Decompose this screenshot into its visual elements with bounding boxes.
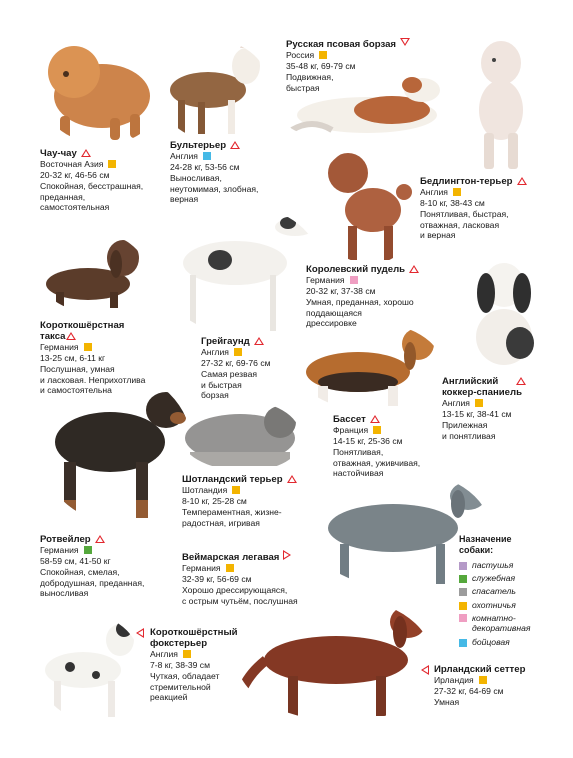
origin: Англия	[442, 398, 470, 408]
breed-name: Ротвейлер	[40, 534, 91, 545]
fighting-color-square	[203, 152, 211, 160]
dachshund-photo	[38, 232, 146, 312]
entry-fox-terrier	[150, 627, 270, 703]
description: Спокойная, смелая, добродушная, преданная, выносливая	[40, 567, 145, 599]
breed-name: Ирландский сеттер	[434, 664, 526, 675]
greyhound-photo	[160, 205, 322, 335]
hunting-color-square	[459, 602, 467, 610]
hunting-color-square	[84, 343, 92, 351]
companion-color-square	[459, 614, 467, 622]
stats: 8-10 кг, 25-28 см	[182, 495, 247, 506]
entry-weimaraner	[182, 550, 322, 606]
triangle-up-icon	[66, 332, 76, 340]
stats: 14-15 кг, 25-36 см	[333, 435, 403, 446]
entry-basset	[333, 414, 443, 479]
cocker-spaniel-photo	[458, 255, 550, 370]
breed-name: Русская псовая борзая	[286, 39, 397, 50]
origin: Англия	[420, 187, 448, 197]
entry-dachshund	[40, 320, 180, 396]
triangle-up-icon	[95, 535, 105, 543]
breed-name: Веймарская легавая	[182, 552, 280, 563]
hunting-color-square	[226, 564, 234, 572]
service-color-square	[459, 575, 467, 583]
description: Послушная, умная и ласковая. Неприхотлива и самостоятельна	[40, 364, 146, 396]
triangle-up-icon	[517, 177, 527, 185]
triangle-up-icon	[370, 415, 380, 423]
triangle-right-icon	[283, 550, 291, 560]
rescue-color-square	[459, 588, 467, 596]
chow-chow-photo	[40, 38, 158, 143]
description: Чуткая, обладает стремительной реакцией	[150, 671, 220, 703]
stats: 20-32 кг, 46-56 см	[40, 169, 110, 180]
origin: Германия	[40, 545, 79, 555]
triangle-up-icon	[287, 475, 297, 483]
entry-poodle	[306, 264, 456, 329]
stats: 58-59 см, 41-50 кг	[40, 555, 111, 566]
triangle-left-icon	[421, 665, 429, 675]
legend-item-fighting	[459, 636, 530, 649]
legend-label: охотничья	[472, 599, 516, 610]
description: Понятливая, отважная, уживчивая, настойчивая	[333, 447, 421, 479]
origin: Россия	[286, 50, 315, 60]
description: Самая резвая и быстрая борзая	[201, 369, 258, 401]
breed-name: Короткошёрстный фокстерьер	[150, 627, 238, 649]
breed-name: Бедлингтон-терьер	[420, 176, 513, 187]
stats: 27-32 кг, 69-76 см	[201, 357, 271, 368]
basset-hound-photo	[296, 322, 442, 410]
description: Темпераментная, жизне- радостная, игривая	[182, 507, 282, 528]
service-color-square	[84, 546, 92, 554]
breed-name: Шотландский терьер	[182, 474, 283, 485]
hunting-color-square	[453, 188, 461, 196]
entry-borzoi	[286, 38, 446, 93]
entry-bull-terrier	[170, 140, 280, 205]
bedlington-terrier-photo	[456, 38, 546, 173]
origin: Шотландия	[182, 485, 228, 495]
legend-item-hunting	[459, 599, 530, 612]
stats: 8-10 кг, 38-43 см	[420, 197, 485, 208]
bull-terrier-photo	[158, 40, 270, 140]
legend-title: Назначение собаки:	[459, 534, 512, 555]
stats: 27-32 кг, 64-69 см	[434, 685, 504, 696]
companion-color-square	[350, 276, 358, 284]
hunting-color-square	[479, 676, 487, 684]
legend-label: спасатель	[472, 586, 516, 597]
breed-name: Бассет	[333, 414, 366, 425]
origin: Германия	[182, 563, 221, 573]
entry-cocker-spaniel	[442, 376, 562, 441]
breed-name: Бультерьер	[170, 140, 227, 151]
breed-name: Короткошёрстная такса	[40, 320, 125, 342]
description: Спокойная, бесстрашная, преданная, самостоятельная	[40, 181, 144, 213]
breed-name: Грейгаунд	[201, 336, 250, 347]
hunting-color-square	[373, 426, 381, 434]
triangle-up-icon	[409, 265, 419, 273]
legend-item-companion	[459, 613, 530, 634]
origin: Англия	[201, 347, 229, 357]
origin: Англия	[150, 649, 178, 659]
origin: Франция	[333, 425, 369, 435]
origin: Ирландия	[434, 675, 474, 685]
stats: 20-32 кг, 37-38 см	[306, 285, 376, 296]
triangle-down-icon	[400, 38, 410, 46]
stats: 13-15 кг, 38-41 см	[442, 408, 512, 419]
purpose-legend	[459, 534, 530, 649]
herding-color-square	[459, 562, 467, 570]
triangle-up-icon	[81, 149, 91, 157]
origin: Англия	[170, 151, 198, 161]
skye-terrier-photo	[180, 400, 300, 470]
hunting-color-square	[475, 399, 483, 407]
breed-name: Английский коккер-спаниель	[442, 376, 523, 398]
entry-greyhound	[201, 336, 311, 401]
origin: Германия	[306, 275, 345, 285]
entry-rottweiler	[40, 534, 180, 599]
triangle-left-icon	[136, 628, 144, 638]
stats: 24-28 кг, 53-56 см	[170, 161, 240, 172]
description: Прилежная и понятливая	[442, 420, 496, 441]
hunting-color-square	[319, 51, 327, 59]
description: Умная, преданная, хорошо поддающаяся дрессировке	[306, 297, 414, 329]
stats: 7-8 кг, 38-39 см	[150, 659, 211, 670]
hunting-color-square	[232, 486, 240, 494]
fighting-color-square	[459, 639, 467, 647]
legend-item-herding	[459, 559, 530, 572]
description: Подвижная, быстрая	[286, 72, 334, 93]
triangle-up-icon	[254, 337, 264, 345]
breed-name: Чау-чау	[40, 148, 77, 159]
hunting-color-square	[183, 650, 191, 658]
description: Выносливая, неутомимая, злобная, верная	[170, 173, 259, 205]
stats: 32-39 кг, 56-69 см	[182, 573, 252, 584]
origin: Восточная Азия	[40, 159, 104, 169]
description: Понятливая, быстрая, отважная, ласковая и верная	[420, 209, 509, 241]
legend-label: бойцовая	[472, 637, 510, 647]
description: Умная	[434, 697, 460, 708]
poodle-photo	[318, 148, 414, 263]
hunting-color-square	[234, 348, 242, 356]
legend-item-service	[459, 572, 530, 585]
entry-chow-chow	[40, 148, 170, 213]
entry-irish-setter	[434, 664, 564, 708]
breed-name: Королевский пудель	[306, 264, 406, 275]
origin: Германия	[40, 342, 79, 352]
entry-skye-terrier	[182, 474, 312, 528]
legend-item-rescue	[459, 585, 530, 598]
legend-label: пастушья	[472, 560, 514, 570]
triangle-up-icon	[516, 377, 526, 385]
description: Хорошо дрессирующаяся, с острым чутьём, послушная	[182, 585, 298, 606]
triangle-up-icon	[230, 141, 240, 149]
entry-bedlington-terrier	[420, 176, 550, 241]
stats: 13-25 см, 6-11 кг	[40, 352, 106, 363]
legend-label: служебная	[472, 573, 516, 584]
legend-label: комнатно- декоративная	[472, 612, 531, 634]
hunting-color-square	[108, 160, 116, 168]
fox-terrier-photo	[38, 615, 142, 720]
stats: 35-48 кг, 69-79 см	[286, 60, 356, 71]
